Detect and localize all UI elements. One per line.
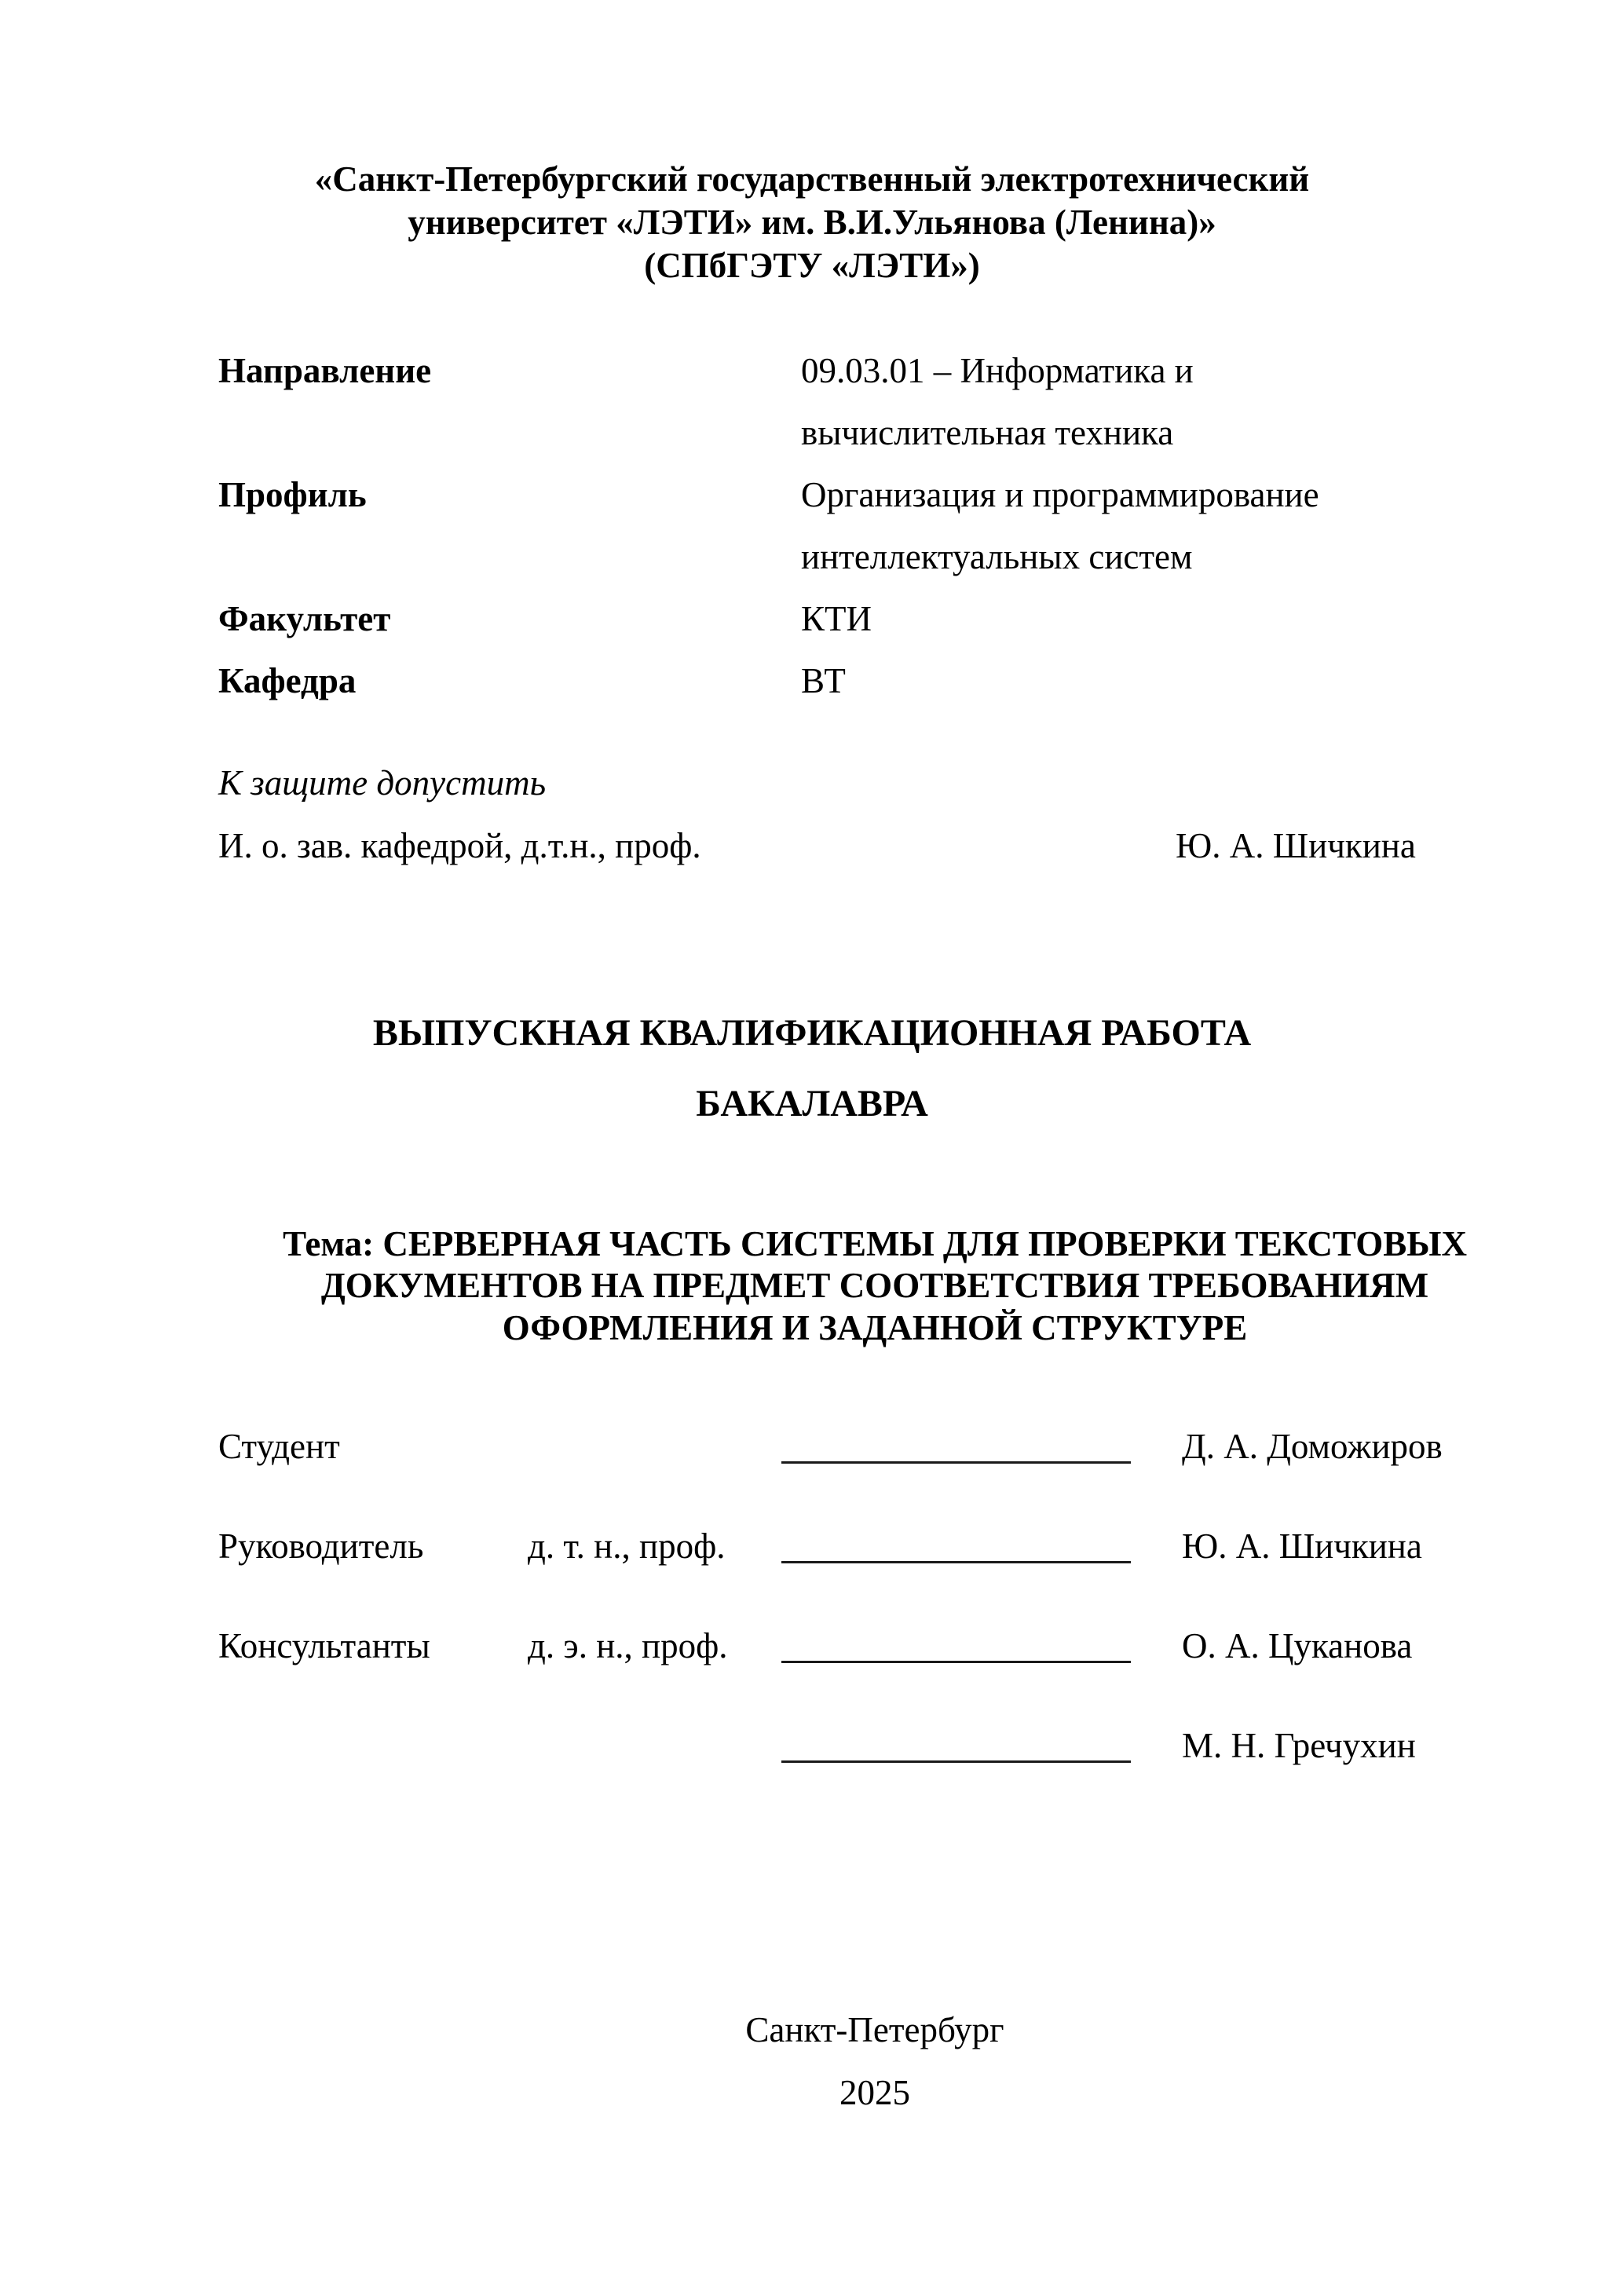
signature-line [781,1760,1131,1763]
signature-line [781,1461,1131,1464]
signature-role: Студент [218,1427,340,1466]
year: 2025 [839,2073,910,2112]
work-title-line-2: БАКАЛАВРА [696,1083,928,1124]
signature-name: Ю. А. Шичкина [1182,1526,1422,1566]
work-title-line-1: ВЫПУСКНАЯ КВАЛИФИКАЦИОННАЯ РАБОТА [372,1012,1252,1054]
signature-name: Д. А. Доможиров [1182,1427,1443,1466]
signature-name: М. Н. Гречухин [1182,1726,1416,1765]
profile-value-line-2: интеллектуальных систем [801,537,1193,576]
admit-to-defense-text: К защите допустить [218,763,547,803]
topic-line-1: Тема: СЕРВЕРНАЯ ЧАСТЬ СИСТЕМЫ ДЛЯ ПРОВЕРКИ ТЕКСТОВЫХ [283,1224,1467,1263]
signature-line [781,1661,1131,1663]
signature-name: О. А. Цуканова [1182,1626,1413,1665]
signature-degree: д. т. н., проф. [528,1526,726,1566]
city: Санкт-Петербург [745,2010,1004,2049]
university-name-line-2: университет «ЛЭТИ» им. В.И.Ульянова (Ленина)» [408,203,1216,242]
head-of-department-title: И. о. зав. кафедрой, д.т.н., проф. [218,826,701,865]
profile-label: Профиль [218,475,367,514]
faculty-label: Факультет [218,599,391,638]
direction-value-line-2: вычислительная техника [801,413,1174,452]
topic-line-2: ДОКУМЕНТОВ НА ПРЕДМЕТ СООТВЕТСТВИЯ ТРЕБОВАНИЯМ [320,1266,1429,1305]
signature-role: Консультанты [218,1626,430,1665]
profile-value-line-1: Организация и программирование [801,475,1319,514]
university-abbreviation: (СПбГЭТУ «ЛЭТИ») [644,246,980,285]
direction-label: Направление [218,351,432,390]
topic-line-3: ОФОРМЛЕНИЯ И ЗАДАННОЙ СТРУКТУРЕ [502,1308,1248,1347]
faculty-value: КТИ [801,599,872,638]
signature-degree: д. э. н., проф. [528,1626,728,1665]
department-label: Кафедра [218,661,357,700]
signature-role: Руководитель [218,1526,424,1566]
department-value: ВТ [801,661,846,700]
signature-line [781,1561,1131,1563]
head-of-department-name: Ю. А. Шичкина [1176,826,1416,865]
university-name-line-1: «Санкт-Петербургский государственный электротехнический [314,159,1310,199]
direction-value-line-1: 09.03.01 – Информатика и [801,351,1194,390]
